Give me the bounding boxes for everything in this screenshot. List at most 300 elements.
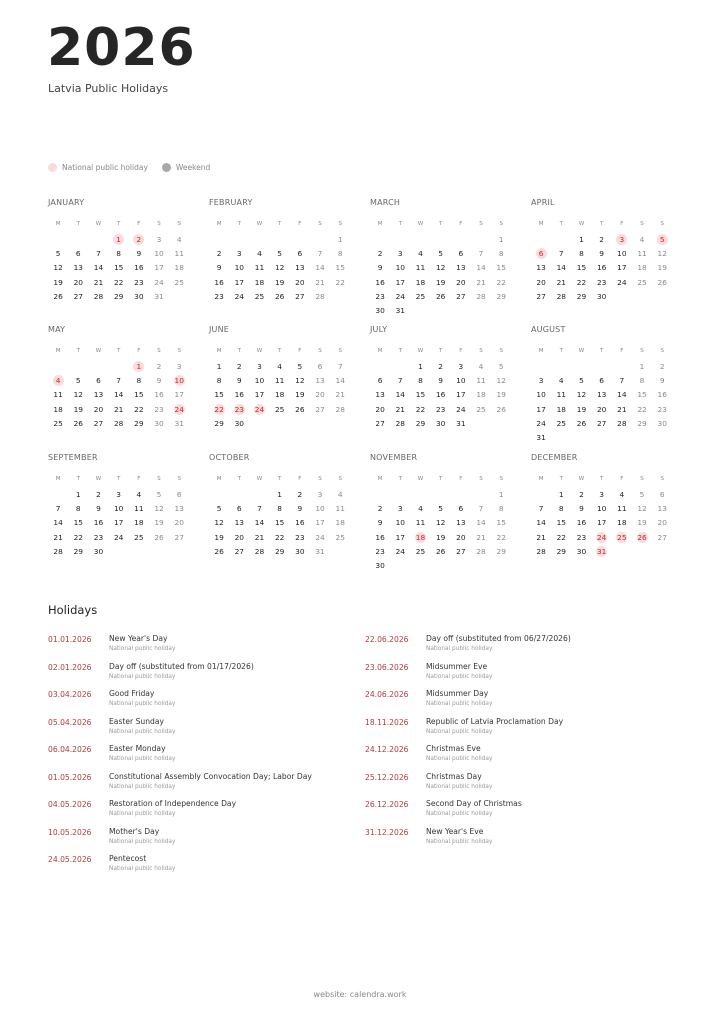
day-cell: 25: [53, 418, 63, 428]
day-cell: 3: [317, 490, 323, 499]
day-cell: 22: [556, 532, 566, 542]
holiday-date: 01.01.2026: [48, 635, 92, 644]
day-cell: 10: [536, 390, 546, 400]
day-cell: 16: [435, 390, 446, 400]
holiday-row: [365, 772, 685, 800]
weekday-label: M: [538, 348, 544, 354]
day-cell: 16: [657, 390, 667, 400]
day-cell: 13: [596, 390, 607, 400]
legend-holiday-label: National public holiday: [62, 163, 148, 172]
holiday-row: [365, 717, 685, 745]
day-cell: 8: [277, 504, 282, 514]
holiday-date: 31.12.2026: [365, 827, 409, 837]
day-cell: 19: [154, 518, 164, 528]
weekday-label: F: [298, 221, 302, 227]
holiday-info: [109, 744, 368, 772]
month-september: [48, 453, 191, 559]
day-cell: 5: [297, 362, 303, 371]
day-cell: 29: [637, 418, 647, 428]
day-cell: 3: [176, 362, 182, 371]
weekend-dot-icon: [162, 163, 171, 172]
day-cell: 30: [375, 305, 385, 315]
holiday-row: [365, 799, 685, 827]
day-cell: 8: [116, 249, 121, 259]
day-cell: 28: [315, 291, 325, 301]
day-cell: 13: [295, 263, 305, 273]
weekday-label: S: [660, 476, 664, 482]
day-cell: 13: [456, 518, 466, 528]
day-cell: 26: [576, 418, 587, 428]
holiday-type: National public holiday: [426, 673, 493, 680]
month-name: FEBRUARY: [209, 198, 253, 207]
day-cell: 20: [536, 277, 546, 287]
holiday-info: [109, 799, 368, 827]
month-grid: [48, 474, 191, 559]
day-cell: 29: [274, 546, 285, 556]
month-april: [531, 198, 674, 304]
weekday-label: F: [459, 348, 463, 354]
holiday-date: 02.01.2026: [48, 662, 92, 672]
day-cell: 12: [154, 504, 164, 514]
weekday-label: T: [237, 476, 241, 482]
holiday-row: [48, 744, 368, 772]
weekday-label: M: [377, 348, 383, 354]
day-cell: 10: [254, 376, 265, 386]
day-cell: 7: [257, 504, 262, 514]
holiday-row: [365, 827, 685, 855]
holiday-date: 03.04.2026: [48, 690, 92, 699]
day-cell: 22: [335, 277, 345, 287]
day-cell: 21: [536, 532, 546, 542]
day-cell: 7: [478, 504, 484, 514]
day-cell: 8: [216, 376, 222, 386]
weekday-label: S: [338, 348, 342, 354]
weekday-label: F: [298, 476, 302, 482]
day-cell: 28: [254, 546, 265, 556]
weekday-label: M: [377, 221, 383, 227]
day-cell: 23: [154, 404, 164, 414]
day-cell: 14: [476, 263, 486, 273]
day-cell: 30: [134, 291, 144, 301]
weekday-label: M: [216, 348, 222, 354]
day-cell: 30: [657, 418, 667, 428]
day-cell: 4: [337, 490, 343, 499]
day-cell: 9: [236, 376, 242, 386]
day-cell: 3: [458, 362, 464, 371]
day-cell: 8: [498, 249, 504, 259]
day-cell: 12: [73, 390, 83, 400]
day-cell: 5: [75, 376, 81, 386]
day-cell: 22: [496, 277, 506, 287]
day-cell: 7: [96, 249, 101, 259]
day-cell: 6: [377, 376, 383, 386]
day-cell: 21: [335, 390, 345, 400]
day-cell: 22: [496, 532, 506, 542]
day-cell: 9: [579, 504, 584, 514]
holiday-type: National public holiday: [109, 701, 176, 707]
holiday-day-cell: 1: [109, 233, 129, 247]
holiday-row: [48, 854, 368, 882]
day-cell: 17: [596, 518, 607, 528]
day-cell: 2: [599, 235, 604, 244]
month-grid: [531, 474, 674, 559]
day-cell: 7: [397, 376, 403, 386]
day-cell: 3: [397, 504, 403, 514]
weekday-label: M: [216, 221, 222, 227]
holiday-name: Day off (substituted from 01/17/2026): [109, 661, 254, 671]
weekday-label: M: [216, 476, 222, 482]
month-name: DECEMBER: [531, 453, 578, 462]
month-grid: [370, 219, 513, 318]
month-name: MAY: [48, 325, 66, 334]
day-cell: 15: [496, 263, 506, 273]
weekday-label: T: [76, 348, 80, 354]
month-march: [370, 198, 513, 318]
day-cell: 10: [395, 518, 405, 528]
weekday-label: T: [237, 221, 241, 227]
day-cell: 13: [174, 504, 184, 514]
weekday-label: S: [157, 476, 161, 482]
weekday-label: T: [237, 348, 241, 354]
day-cell: 28: [335, 404, 345, 414]
weekday-label: T: [116, 221, 121, 227]
legend: [48, 163, 224, 172]
day-cell: 12: [53, 263, 63, 273]
weekday-label: T: [116, 348, 121, 354]
day-cell: 28: [476, 291, 486, 301]
day-cell: 16: [134, 263, 144, 273]
day-cell: 7: [317, 249, 323, 259]
day-cell: 19: [496, 390, 506, 400]
day-cell: 11: [415, 518, 426, 528]
holiday-name: Day off (substituted from 06/27/2026): [426, 634, 571, 643]
month-july: [370, 325, 513, 431]
day-cell: 21: [556, 277, 566, 287]
day-cell: 11: [637, 249, 647, 259]
day-cell: 9: [438, 376, 443, 386]
day-cell: 16: [154, 390, 164, 400]
day-cell: 17: [234, 277, 244, 287]
day-cell: 22: [576, 277, 587, 287]
holiday-date: 24.12.2026: [365, 745, 409, 754]
day-cell: 12: [496, 376, 506, 386]
weekday-label: S: [479, 348, 483, 354]
day-cell: 7: [337, 362, 343, 371]
holiday-date: 04.05.2026: [48, 800, 92, 809]
month-name: SEPTEMBER: [48, 453, 98, 462]
day-cell: 8: [579, 249, 584, 259]
holiday-type: National public holiday: [426, 646, 493, 652]
day-cell: 13: [375, 390, 385, 400]
day-cell: 23: [375, 546, 385, 556]
day-cell: 9: [96, 504, 101, 514]
holiday-row: [48, 634, 368, 662]
day-cell: 14: [476, 518, 486, 528]
weekday-label: S: [640, 348, 644, 354]
weekday-label: W: [256, 348, 263, 354]
weekday-label: F: [298, 348, 302, 354]
month-grid: [209, 346, 352, 431]
day-cell: 30: [596, 291, 607, 301]
holiday-name: Restoration of Independence Day: [109, 799, 237, 808]
day-cell: 29: [496, 291, 506, 301]
day-cell: 27: [73, 291, 83, 301]
weekday-label: T: [559, 221, 563, 227]
day-cell: 14: [113, 390, 124, 400]
day-cell: 16: [214, 277, 224, 287]
day-cell: 2: [216, 249, 222, 259]
day-cell: 26: [73, 418, 83, 428]
day-cell: 23: [576, 532, 587, 542]
day-cell: 29: [73, 546, 83, 556]
month-name: MARCH: [370, 198, 401, 207]
day-cell: 5: [216, 504, 222, 514]
day-cell: 27: [536, 291, 546, 301]
weekday-label: T: [277, 476, 282, 482]
day-cell: 6: [297, 249, 303, 259]
holiday-day-cell: 25: [617, 532, 627, 542]
day-cell: 26: [435, 291, 446, 301]
day-cell: 18: [637, 263, 647, 273]
day-cell: 14: [254, 518, 265, 528]
holiday-day-cell: 22: [214, 404, 224, 414]
weekday-label: T: [277, 348, 282, 354]
day-cell: 31: [456, 418, 466, 428]
day-cell: 7: [538, 504, 544, 514]
day-cell: 27: [315, 404, 325, 414]
day-cell: 30: [295, 546, 305, 556]
day-cell: 24: [315, 532, 325, 542]
day-cell: 21: [53, 532, 63, 542]
holiday-name: New Year's Day: [109, 634, 168, 643]
day-cell: 12: [214, 518, 224, 528]
day-cell: 16: [295, 518, 305, 528]
day-cell: 12: [274, 263, 285, 273]
day-cell: 18: [134, 518, 144, 528]
day-cell: 24: [395, 291, 405, 301]
day-cell: 13: [93, 390, 104, 400]
holiday-info: [109, 689, 368, 717]
day-cell: 26: [53, 291, 63, 301]
legend-holiday: [48, 163, 148, 172]
day-cell: 24: [456, 404, 466, 414]
weekday-label: S: [177, 476, 181, 482]
day-cell: 20: [295, 277, 305, 287]
weekday-label: S: [338, 476, 342, 482]
day-cell: 9: [136, 249, 142, 259]
holiday-name: Christmas Day: [426, 771, 482, 781]
month-name: JULY: [370, 325, 388, 334]
holiday-info: [109, 772, 368, 800]
day-cell: 17: [617, 263, 627, 273]
day-cell: 12: [435, 263, 446, 273]
day-cell: 17: [536, 404, 546, 414]
day-cell: 1: [558, 490, 564, 499]
day-cell: 18: [556, 404, 566, 414]
weekday-label: S: [157, 348, 161, 354]
legend-weekend: [162, 163, 210, 172]
weekday-label: M: [55, 476, 61, 482]
day-cell: 17: [113, 518, 124, 528]
weekday-label: F: [620, 348, 624, 354]
day-cell: 5: [156, 490, 162, 499]
day-cell: 1: [216, 362, 222, 371]
weekday-label: M: [55, 221, 61, 227]
weekday-label: T: [559, 348, 563, 354]
day-cell: 15: [496, 518, 506, 528]
day-cell: 13: [456, 263, 466, 273]
day-cell: 7: [558, 249, 564, 259]
holiday-type: National public holiday: [109, 728, 176, 735]
day-cell: 9: [599, 249, 604, 259]
day-cell: 28: [617, 418, 627, 428]
month-grid: [370, 346, 513, 431]
day-cell: 23: [435, 404, 446, 414]
day-cell: 3: [397, 249, 403, 259]
day-cell: 22: [73, 532, 83, 542]
holiday-date: 18.11.2026: [365, 717, 409, 727]
day-cell: 19: [435, 277, 446, 287]
weekday-label: S: [640, 221, 644, 227]
weekday-label: T: [599, 348, 604, 354]
holiday-type: National public holiday: [109, 866, 176, 872]
day-cell: 2: [297, 490, 303, 499]
day-cell: 17: [315, 518, 325, 528]
month-name: OCTOBER: [209, 453, 250, 462]
holiday-day-cell: 5: [652, 233, 672, 247]
day-cell: 20: [596, 404, 607, 414]
holiday-date: 06.04.2026: [48, 745, 92, 754]
holiday-type: National public holiday: [426, 701, 493, 707]
day-cell: 21: [476, 277, 486, 287]
day-cell: 4: [478, 362, 484, 371]
weekday-label: S: [499, 221, 503, 227]
month-grid: [48, 219, 191, 304]
holiday-day-cell: 1: [129, 360, 149, 374]
weekday-label: S: [499, 348, 503, 354]
day-cell: 18: [254, 277, 265, 287]
day-cell: 1: [337, 235, 343, 244]
day-cell: 16: [375, 277, 385, 287]
day-cell: 4: [558, 376, 564, 386]
legend-weekend-label: Weekend: [175, 163, 211, 172]
day-cell: 8: [75, 504, 81, 514]
page-subtitle: Latvia Public Holidays: [48, 82, 169, 95]
day-cell: 25: [415, 291, 426, 301]
day-cell: 21: [113, 404, 124, 414]
holiday-date: 25.12.2026: [365, 772, 409, 782]
month-grid: [370, 474, 513, 573]
day-cell: 2: [438, 362, 443, 371]
holiday-day-cell: 24: [596, 532, 607, 542]
month-grid: [209, 219, 352, 304]
day-cell: 29: [415, 418, 426, 428]
day-cell: 6: [458, 504, 464, 514]
day-cell: 21: [93, 277, 104, 287]
day-cell: 31: [315, 546, 325, 556]
day-cell: 29: [496, 546, 506, 556]
day-cell: 10: [234, 263, 244, 273]
day-cell: 8: [418, 376, 423, 386]
day-cell: 23: [657, 404, 667, 414]
day-cell: 19: [53, 277, 63, 287]
day-cell: 10: [596, 504, 607, 514]
day-cell: 14: [556, 263, 566, 273]
day-cell: 24: [395, 546, 405, 556]
day-cell: 27: [234, 546, 244, 556]
day-cell: 2: [156, 362, 162, 371]
holiday-info: [109, 827, 368, 855]
holiday-day-cell: 2: [129, 233, 149, 247]
day-cell: 26: [657, 277, 667, 287]
day-cell: 24: [154, 277, 164, 287]
month-name: JANUARY: [48, 198, 85, 207]
weekday-label: T: [398, 348, 402, 354]
holiday-type: National public holiday: [109, 673, 176, 680]
holiday-type: National public holiday: [426, 811, 493, 817]
day-cell: 29: [113, 291, 124, 301]
holiday-info: [426, 717, 685, 745]
holiday-info: [109, 662, 368, 690]
page-title: 2026: [47, 18, 196, 78]
holiday-list-right: [365, 634, 685, 854]
day-cell: 25: [335, 532, 345, 542]
holiday-list-left: [48, 634, 368, 882]
holiday-name: Midsummer Eve: [426, 661, 488, 671]
day-cell: 10: [315, 504, 325, 514]
day-cell: 18: [476, 390, 486, 400]
holiday-info: [426, 827, 685, 855]
holiday-type: National public holiday: [109, 756, 176, 762]
day-cell: 27: [295, 291, 305, 301]
day-cell: 23: [295, 532, 305, 542]
day-cell: 15: [576, 263, 587, 273]
day-cell: 6: [75, 249, 81, 259]
holiday-name: Republic of Latvia Proclamation Day: [426, 716, 564, 726]
day-cell: 11: [617, 504, 627, 514]
day-cell: 4: [418, 504, 423, 514]
day-cell: 4: [418, 249, 423, 259]
day-cell: 25: [274, 404, 285, 414]
day-cell: 17: [254, 390, 265, 400]
holiday-row: [365, 662, 685, 690]
holiday-info: [426, 772, 685, 800]
weekday-label: W: [95, 348, 102, 354]
day-cell: 20: [375, 404, 385, 414]
day-cell: 14: [335, 376, 345, 386]
day-cell: 15: [113, 263, 124, 273]
weekday-label: F: [459, 221, 463, 227]
holiday-row: [48, 772, 368, 800]
day-cell: 6: [236, 504, 242, 514]
day-cell: 27: [93, 418, 104, 428]
day-cell: 25: [415, 546, 426, 556]
day-cell: 22: [134, 404, 144, 414]
day-cell: 6: [458, 249, 464, 259]
day-cell: 27: [657, 532, 667, 542]
day-cell: 16: [596, 263, 607, 273]
holiday-info: [426, 634, 685, 662]
holiday-day-cell: 26: [637, 532, 647, 542]
holiday-info: [109, 634, 368, 662]
day-cell: 21: [617, 404, 627, 414]
day-cell: 1: [579, 235, 584, 244]
day-cell: 24: [113, 532, 124, 542]
day-cell: 15: [134, 390, 144, 400]
day-cell: 19: [295, 390, 305, 400]
day-cell: 23: [134, 277, 144, 287]
day-cell: 27: [174, 532, 184, 542]
